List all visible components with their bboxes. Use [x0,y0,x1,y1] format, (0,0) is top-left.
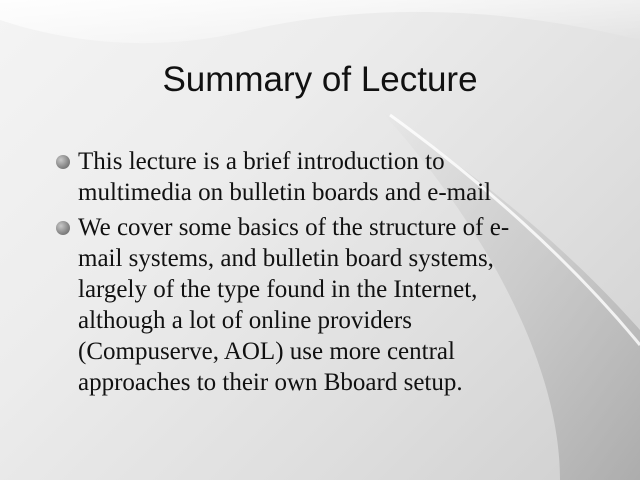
bullet-list [56,146,616,402]
bullet-2-line-3: largely of the type found in the Internet, [78,276,478,303]
bullet-2-line-2: mail systems, and bulletin board systems, [78,245,494,272]
slide-title: Summary of Lecture [162,60,478,99]
bullet-1-line-1: This lecture is a brief introduction to [78,148,445,175]
bullet-2-line-1: We cover some basics of the structure of e- [78,214,510,241]
bullet-2-line-6: approaches to their own Bboard setup. [78,369,463,396]
bullet-icon [56,155,70,169]
bullet-icon [56,221,70,235]
bullet-item-2 [56,212,616,398]
bullet-1-line-2: multimedia on bulletin boards and e-mail [78,179,492,206]
bullet-2-line-5: (Compuserve, AOL) use more central [78,338,455,365]
bullet-item-1 [56,146,616,208]
bullet-2-line-4: although a lot of online providers [78,307,412,334]
